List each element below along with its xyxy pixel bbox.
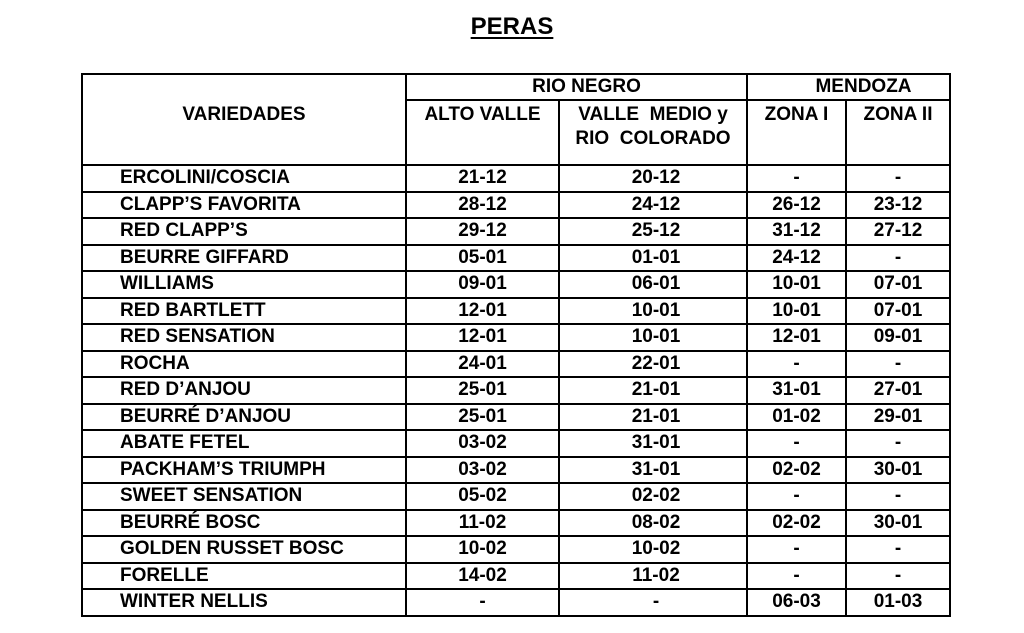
table-row — [82, 430, 950, 457]
cell-valle-medio: 11-02 — [559, 563, 747, 590]
header-valle-medio-line1: VALLE MEDIO y — [578, 104, 728, 125]
cell-alto-valle: 10-02 — [406, 536, 559, 563]
cell-zona-1: - — [747, 430, 846, 457]
table-row — [82, 298, 950, 325]
cell-valle-medio: 22-01 — [559, 351, 747, 378]
header-group-mendoza: MENDOZA — [747, 74, 950, 100]
cell-zona-1: 26-12 — [747, 192, 846, 219]
cell-variedad: GOLDEN RUSSET BOSC — [82, 536, 406, 563]
cell-zona-2: 29-01 — [846, 404, 950, 431]
harvest-dates-table — [81, 73, 951, 617]
cell-zona-2: 23-12 — [846, 192, 950, 219]
cell-alto-valle: 12-01 — [406, 298, 559, 325]
cell-zona-2: - — [846, 430, 950, 457]
table-row — [82, 192, 950, 219]
cell-variedad: PACKHAM’S TRIUMPH — [82, 457, 406, 484]
table-row — [82, 563, 950, 590]
cell-valle-medio: 10-01 — [559, 324, 747, 351]
table-row — [82, 351, 950, 378]
cell-variedad: ROCHA — [82, 351, 406, 378]
cell-zona-2: 27-01 — [846, 377, 950, 404]
cell-zona-2: 30-01 — [846, 457, 950, 484]
table-row — [82, 589, 950, 616]
cell-zona-2: 01-03 — [846, 589, 950, 616]
cell-variedad: BEURRÉ BOSC — [82, 510, 406, 537]
header-variedades: VARIEDADES — [82, 74, 406, 165]
cell-zona-1: 31-01 — [747, 377, 846, 404]
header-group-rio-negro: RIO NEGRO — [406, 74, 747, 100]
cell-zona-1: 01-02 — [747, 404, 846, 431]
cell-zona-1: - — [747, 563, 846, 590]
table-row — [82, 245, 950, 272]
table-row — [82, 324, 950, 351]
table-row — [82, 271, 950, 298]
cell-variedad: RED CLAPP’S — [82, 218, 406, 245]
cell-zona-2: 30-01 — [846, 510, 950, 537]
cell-alto-valle: 12-01 — [406, 324, 559, 351]
cell-valle-medio: 24-12 — [559, 192, 747, 219]
table-row — [82, 377, 950, 404]
cell-zona-2: 07-01 — [846, 298, 950, 325]
cell-variedad: RED SENSATION — [82, 324, 406, 351]
cell-valle-medio: 21-01 — [559, 377, 747, 404]
cell-variedad: ERCOLINI/COSCIA — [82, 165, 406, 192]
cell-zona-2: - — [846, 563, 950, 590]
cell-variedad: ABATE FETEL — [82, 430, 406, 457]
cell-zona-2: - — [846, 165, 950, 192]
cell-valle-medio: 06-01 — [559, 271, 747, 298]
cell-valle-medio: 31-01 — [559, 430, 747, 457]
cell-zona-1: 24-12 — [747, 245, 846, 272]
cell-zona-2: 07-01 — [846, 271, 950, 298]
cell-zona-1: 06-03 — [747, 589, 846, 616]
cell-zona-1: 12-01 — [747, 324, 846, 351]
cell-alto-valle: 05-02 — [406, 483, 559, 510]
cell-zona-1: - — [747, 483, 846, 510]
cell-alto-valle: 09-01 — [406, 271, 559, 298]
cell-alto-valle: - — [406, 589, 559, 616]
cell-zona-1: 02-02 — [747, 510, 846, 537]
cell-zona-2: - — [846, 245, 950, 272]
cell-variedad: BEURRE GIFFARD — [82, 245, 406, 272]
header-zona-1: ZONA I — [747, 100, 846, 165]
table-row — [82, 457, 950, 484]
cell-valle-medio: 08-02 — [559, 510, 747, 537]
cell-zona-1: 10-01 — [747, 298, 846, 325]
cell-zona-2: - — [846, 351, 950, 378]
cell-zona-2: 27-12 — [846, 218, 950, 245]
cell-zona-1: 10-01 — [747, 271, 846, 298]
cell-valle-medio: 31-01 — [559, 457, 747, 484]
table-row — [82, 218, 950, 245]
cell-alto-valle: 25-01 — [406, 377, 559, 404]
cell-valle-medio: 10-01 — [559, 298, 747, 325]
cell-zona-1: 31-12 — [747, 218, 846, 245]
cell-variedad: RED BARTLETT — [82, 298, 406, 325]
cell-zona-2: 09-01 — [846, 324, 950, 351]
table-row — [82, 510, 950, 537]
cell-zona-2: - — [846, 483, 950, 510]
cell-zona-1: - — [747, 536, 846, 563]
cell-variedad: WILLIAMS — [82, 271, 406, 298]
header-alto-valle: ALTO VALLE — [406, 100, 559, 165]
cell-zona-1: - — [747, 351, 846, 378]
cell-variedad: CLAPP’S FAVORITA — [82, 192, 406, 219]
cell-zona-1: 02-02 — [747, 457, 846, 484]
header-valle-medio — [559, 100, 747, 165]
cell-zona-1: - — [747, 165, 846, 192]
table-row — [82, 404, 950, 431]
cell-valle-medio: - — [559, 589, 747, 616]
cell-alto-valle: 21-12 — [406, 165, 559, 192]
table-row — [82, 536, 950, 563]
header-valle-medio-line2: RIO COLORADO — [575, 128, 731, 149]
cell-valle-medio: 25-12 — [559, 218, 747, 245]
cell-zona-2: - — [846, 536, 950, 563]
cell-variedad: WINTER NELLIS — [82, 589, 406, 616]
cell-alto-valle: 03-02 — [406, 457, 559, 484]
cell-valle-medio: 20-12 — [559, 165, 747, 192]
cell-alto-valle: 05-01 — [406, 245, 559, 272]
cell-alto-valle: 03-02 — [406, 430, 559, 457]
cell-alto-valle: 25-01 — [406, 404, 559, 431]
cell-alto-valle: 24-01 — [406, 351, 559, 378]
table-row — [82, 483, 950, 510]
cell-alto-valle: 14-02 — [406, 563, 559, 590]
cell-variedad: BEURRÉ D’ANJOU — [82, 404, 406, 431]
cell-valle-medio: 10-02 — [559, 536, 747, 563]
page-title: PERAS — [470, 13, 554, 40]
cell-valle-medio: 01-01 — [559, 245, 747, 272]
cell-alto-valle: 29-12 — [406, 218, 559, 245]
cell-valle-medio: 02-02 — [559, 483, 747, 510]
cell-valle-medio: 21-01 — [559, 404, 747, 431]
table-row — [82, 165, 950, 192]
cell-alto-valle: 11-02 — [406, 510, 559, 537]
cell-variedad: FORELLE — [82, 563, 406, 590]
cell-variedad: RED D’ANJOU — [82, 377, 406, 404]
cell-variedad: SWEET SENSATION — [82, 483, 406, 510]
header-zona-2: ZONA II — [846, 100, 950, 165]
cell-alto-valle: 28-12 — [406, 192, 559, 219]
